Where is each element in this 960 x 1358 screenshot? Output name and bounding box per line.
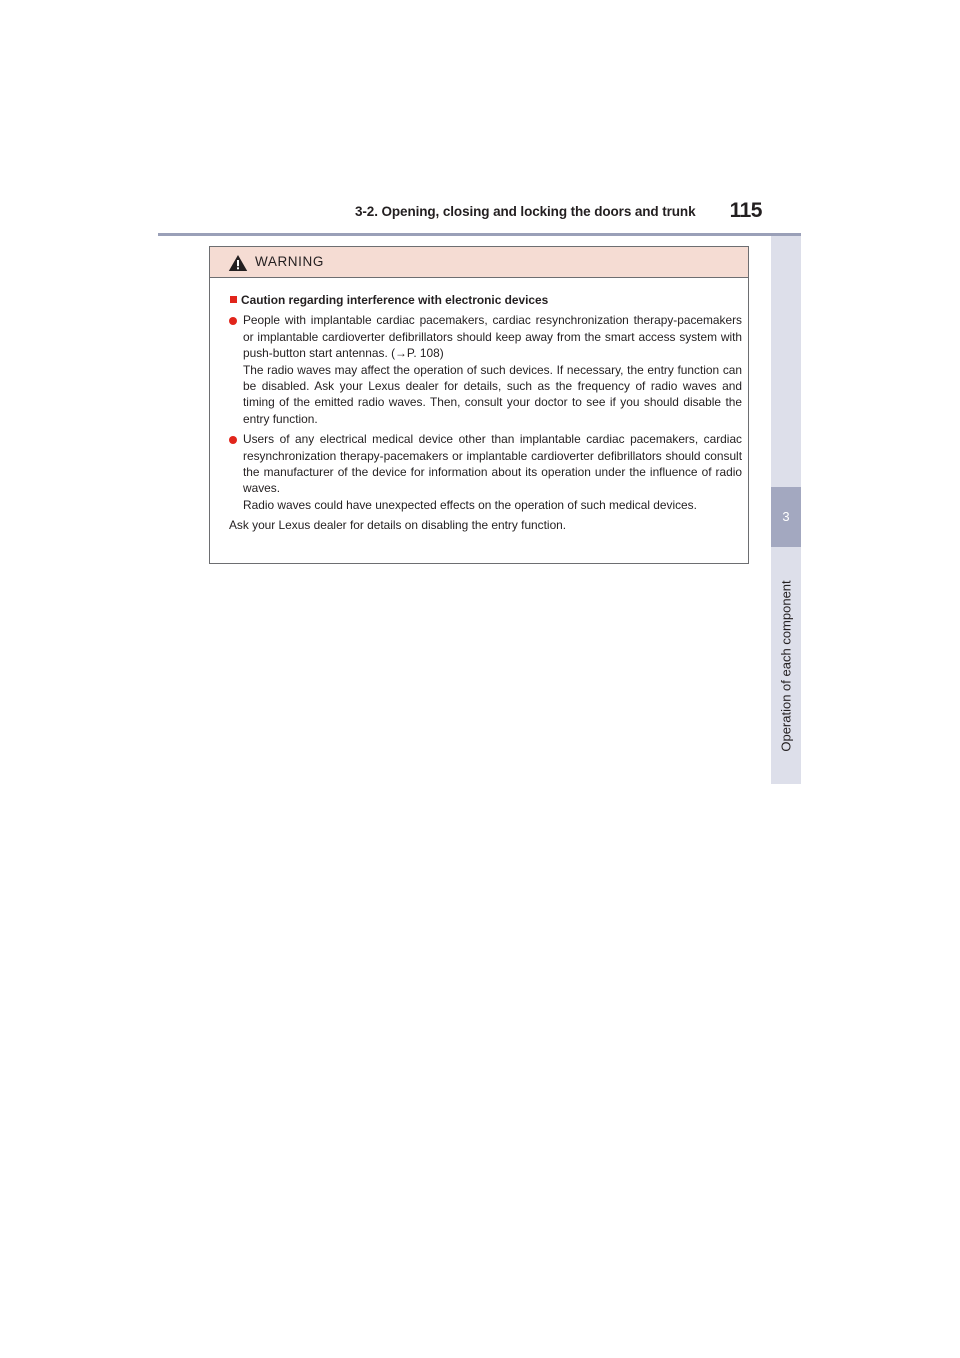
round-bullet-icon [229,436,237,444]
side-tab-top-band [771,236,801,487]
warning-body [210,278,748,534]
header-divider [158,233,801,236]
list-item [229,431,742,513]
square-bullet-icon [230,296,237,303]
section-title: 3-2. Opening, closing and locking the doors and trunk [355,204,696,219]
bullet-paragraph: The radio waves may affect the operation of such devices. If necessary, the entry function can be disabled. Ask your Lexus dealer for details, such as the frequency of radio waves and timing of the emitted radio waves. Then, consult your doctor to see if you should disable the entry function. [243,362,742,426]
chapter-title: Operation of each component [778,579,794,752]
bullet-paragraph: Users of any electrical medical device other than implantable cardiac pacemakers, cardiac resynchronization therapy-pacemakers or implantable cardioverter defibrillators should consult the manufacturer of the device for information about its operation under the influence of radio waves. [243,432,742,496]
warning-label: WARNING [255,254,324,269]
warning-box [209,246,749,564]
closing-note: Ask your Lexus dealer for details on disabling the entry function. [229,518,567,533]
round-bullet-icon [229,317,237,325]
bullet-paragraph: People with implantable cardiac pacemakers, cardiac resynchronization therapy-pacemakers or implantable cardioverter defibrillators should keep away from the smart access system with push-button start antennas. (→P. 108) [243,313,742,361]
warning-heading [229,292,742,308]
chapter-number: 3 [771,487,801,547]
page-number: 115 [729,199,762,222]
warning-triangle-icon [228,254,248,272]
chapter-side-tab [771,236,801,784]
warning-heading-text: Caution regarding interference with electronic devices [241,293,549,307]
list-item [229,312,742,427]
warning-header [210,247,748,278]
bullet-paragraph: Radio waves could have unexpected effects on the operation of such medical devices. [243,497,697,512]
chapter-title-wrapper [771,547,801,784]
